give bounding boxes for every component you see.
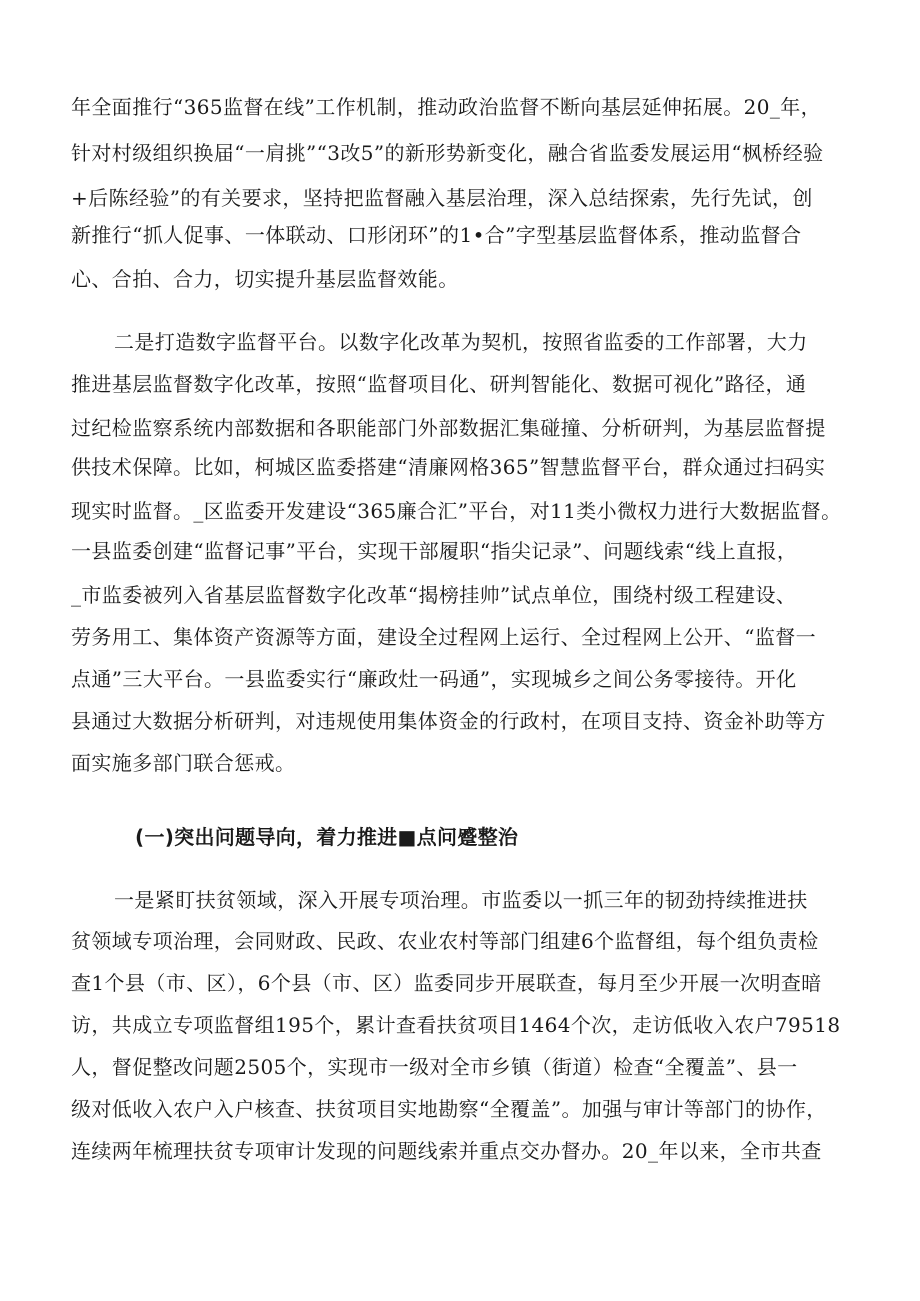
section-heading: (一)突出问题导向，着力推进■点问蹙整治 — [135, 825, 519, 849]
paragraph-3-line-5: 人，督促整改问题2505个，实现市一级对全市乡镇（街道）检查“全覆盖”、县一 — [71, 1055, 798, 1079]
paragraph-1-line-4: 新推行“抓人促事、一体联动、口形闭环”的1•合”字型基层监督体系，推动监督合 — [71, 223, 802, 247]
paragraph-1-line-5: 心、合拍、合力，切实提升基层监督效能。 — [71, 267, 459, 291]
paragraph-2-line-11: 面实施多部门联合惩戒。 — [71, 751, 296, 775]
paragraph-3-line-7: 连续两年梳理扶贫专项审计发现的问题线索并重点交办督办。20_年以来，全市共查 — [71, 1139, 822, 1163]
paragraph-2-line-4: 供技术保障。比如，柯城区监委搭建“清廉网格365”智慧监督平台，群众通过扫码实 — [71, 455, 826, 479]
paragraph-2-line-3: 过纪检监察系统内部数据和各职能部门外部数据汇集碰撞、分析研判，为基层监督提 — [71, 416, 826, 440]
paragraph-2-line-8: 劳务用工、集体资产资源等方面，建设全过程网上运行、全过程网上公开、“监督一 — [71, 625, 817, 649]
paragraph-3-line-4: 访，共成立专项监督组195个，累计查看扶贫项目1464个次，走访低收入农户79518 — [71, 1013, 841, 1037]
paragraph-1-line-2: 针对村级组织换届“一肩挑”“3改5”的新形势新变化，融合省监委发展运用“枫桥经验 — [71, 141, 824, 165]
paragraph-2-line-9: 点通”三大平台。一县监委实行“廉政灶一码通”，实现城乡之间公务零接待。开化 — [71, 667, 797, 691]
paragraph-3-line-6: 级对低收入农户入户核查、扶贫项目实地勘察“全覆盖”。加强与审计等部门的协作， — [71, 1097, 827, 1121]
paragraph-2-line-10: 县通过大数据分析研判，对违规使用集体资金的行政村，在项目支持、资金补助等方 — [71, 709, 826, 733]
paragraph-1-line-3: +后陈经验”的有关要求，坚持把监督融入基层治理，深入总结探索，先行先试，创 — [71, 186, 813, 210]
paragraph-2-line-6: 一县监委创建“监督记事”平台，实现干部履职“指尖记录”、问题线索“线上直报， — [71, 539, 798, 563]
paragraph-2-line-1: 二是打造数字监督平台。以数字化改革为契机，按照省监委的工作部署，大力 — [114, 330, 808, 354]
paragraph-2-line-5: 现实时监督。_区监委开发建设“365廉合汇”平台，对11类小微权力进行大数据监督。 — [71, 499, 842, 523]
paragraph-3-line-3: 查1个县（市、区），6个县（市、区）监委同步开展联查，每月至少开展一次明查暗 — [71, 971, 822, 995]
paragraph-3-line-1: 一是紧盯扶贫领域，深入开展专项治理。市监委以一抓三年的韧劲持续推进扶 — [114, 888, 808, 912]
paragraph-2-line-2: 推进基层监督数字化改革，按照“监督项目化、研判智能化、数据可视化”路径，通 — [71, 372, 807, 396]
paragraph-2-line-7: _市监委被列入省基层监督数字化改革“揭榜挂帅”试点单位，围绕村级工程建设、 — [71, 583, 797, 607]
paragraph-1-line-1: 年全面推行“365监督在线”工作机制，推动政治监督不断向基层延伸拓展。20_年， — [71, 95, 822, 119]
paragraph-3-line-2: 贫领域专项治理，会同财政、民政、农业农村等部门组建6个监督组，每个组负责检 — [71, 929, 819, 953]
